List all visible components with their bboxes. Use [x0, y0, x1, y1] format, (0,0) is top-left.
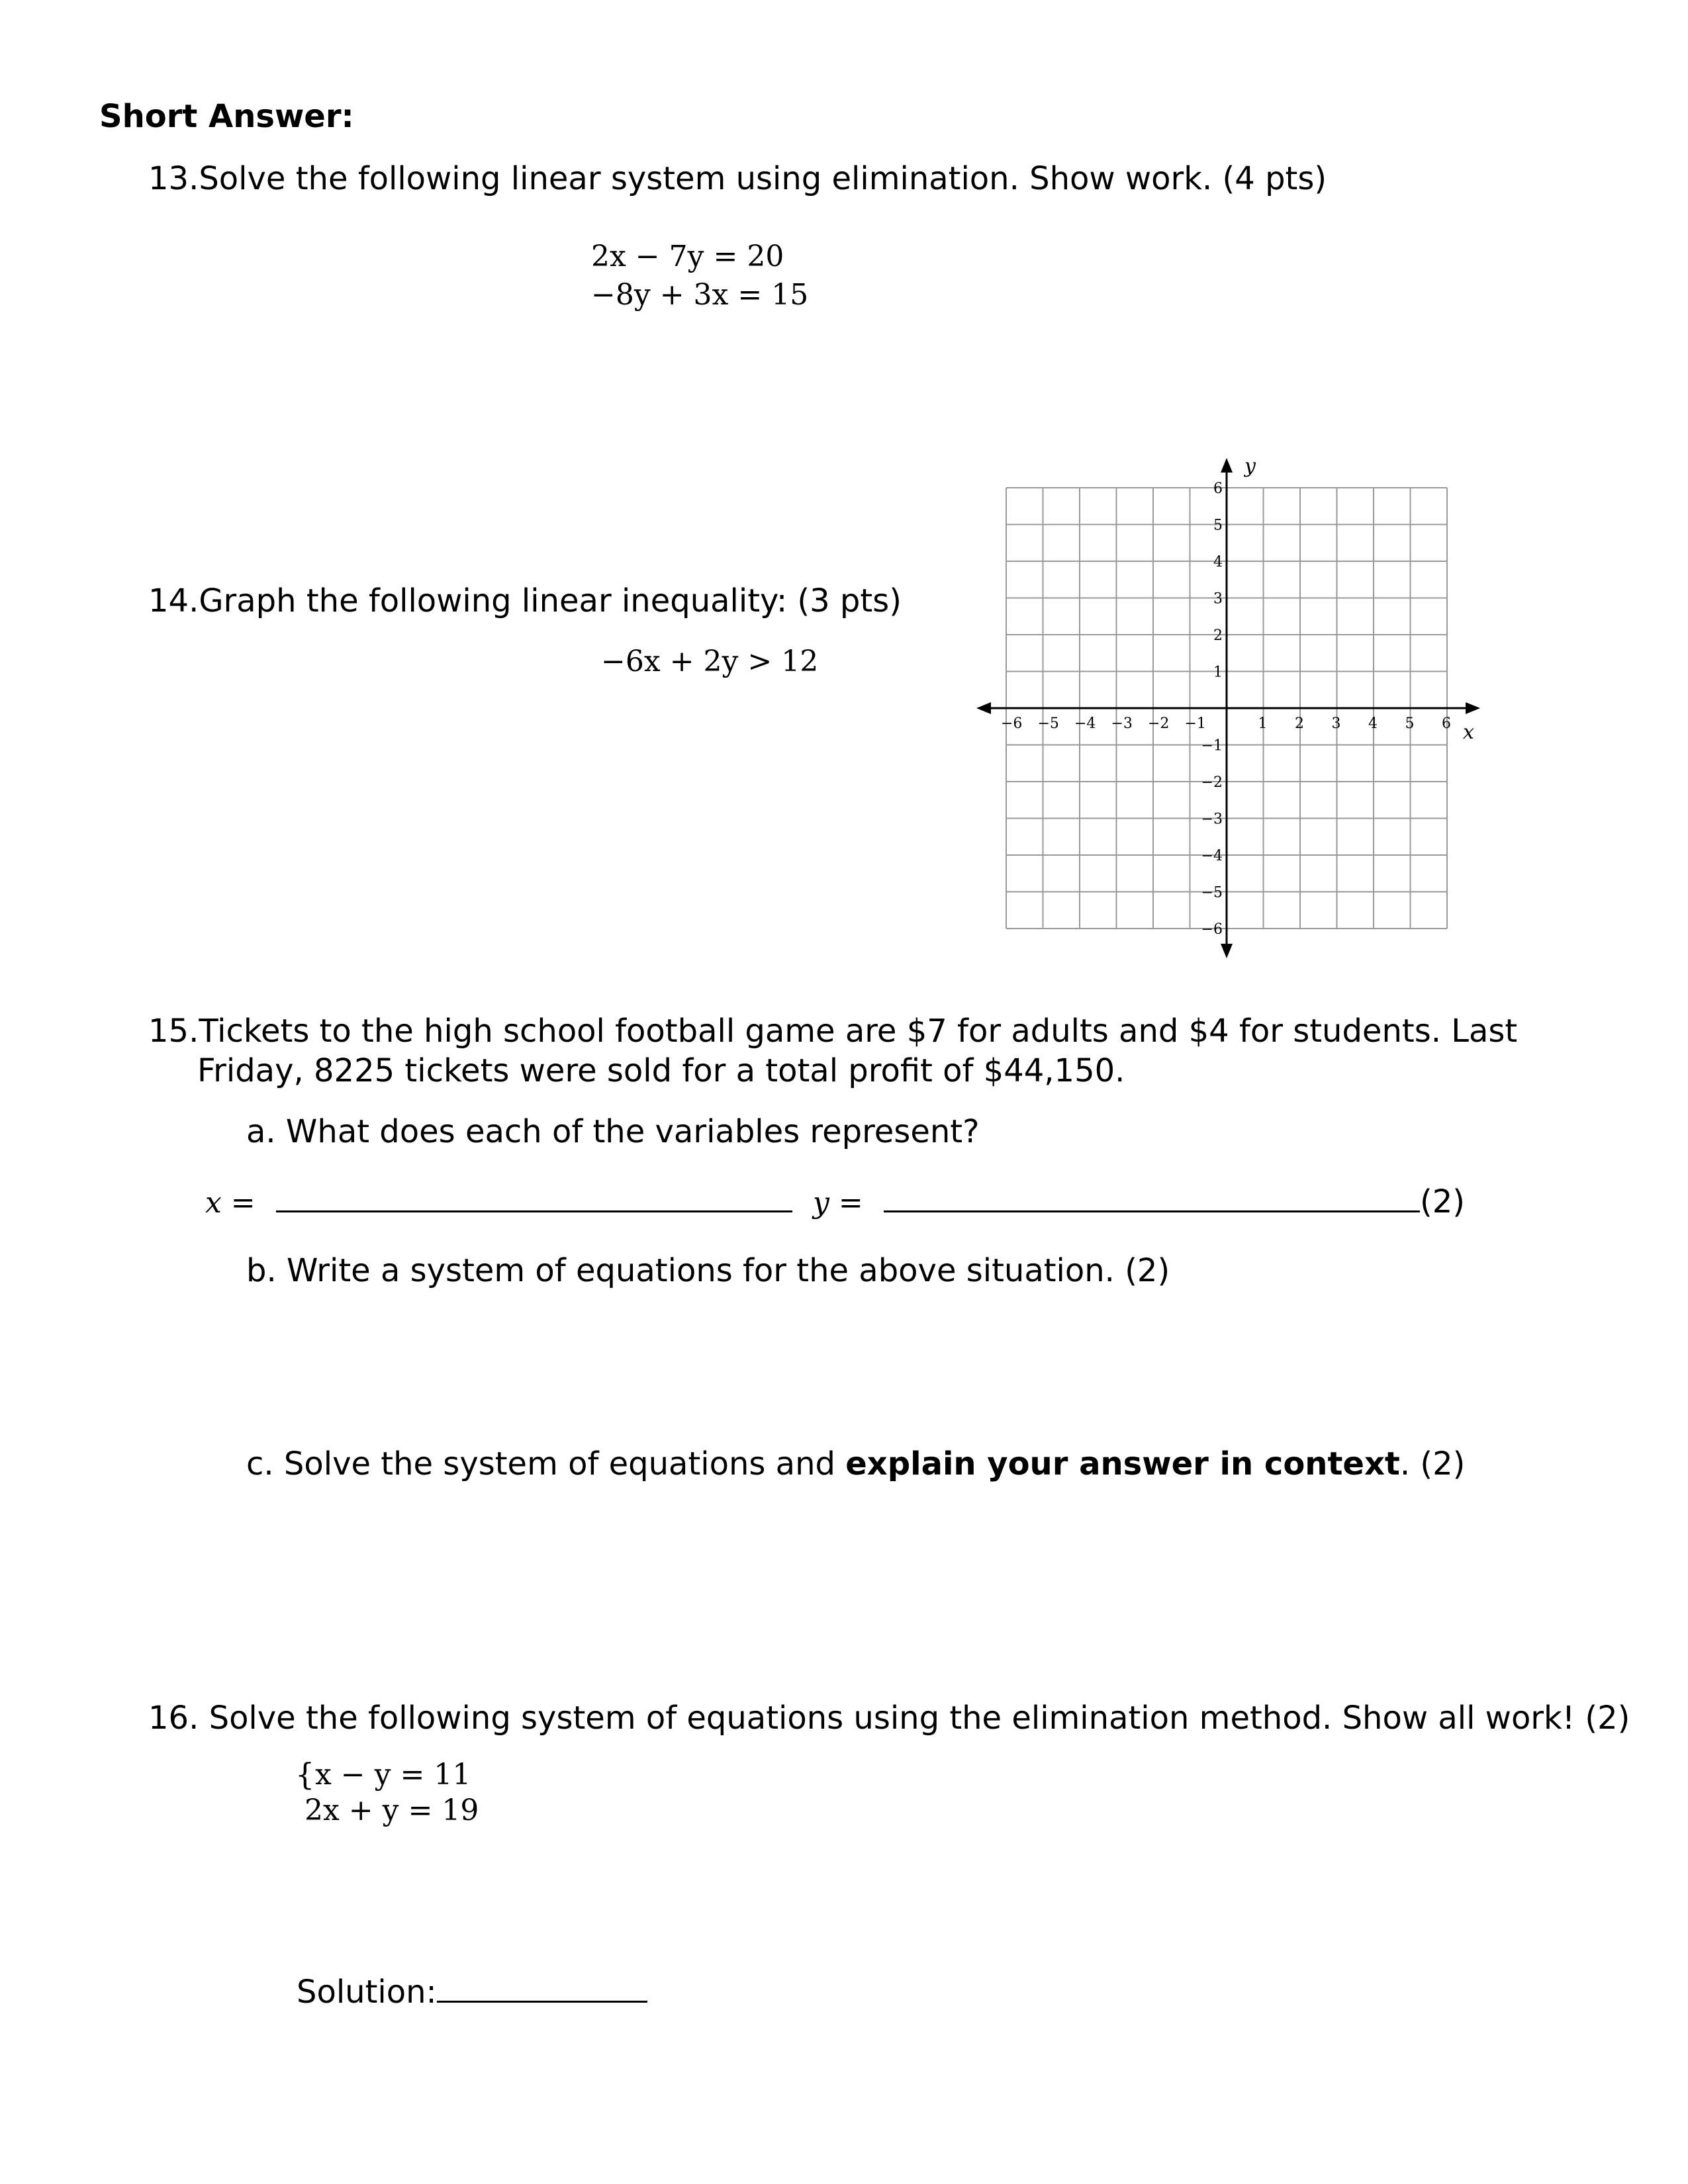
- q15-y-answer-row: [813, 1183, 1465, 1220]
- y-axis-arrow-down-icon: [1221, 944, 1233, 958]
- solution-blank[interactable]: [437, 2001, 647, 2003]
- x-tick-label: 4: [1368, 715, 1378, 732]
- q13-prompt: 13.Solve the following linear system using elimination. Show work. (4 pts): [148, 160, 1327, 197]
- y-answer-blank[interactable]: [884, 1210, 1420, 1212]
- q15-part-c-suffix: . (2): [1399, 1445, 1466, 1482]
- q16-solution-row: [297, 1974, 647, 2011]
- axes: [976, 458, 1480, 958]
- q14-prompt: 14.Graph the following linear inequality: (3 pts): [148, 582, 902, 619]
- q15-prompt-line-1: 15.Tickets to the high school football game are $7 for adults and $4 for students. Last: [148, 1013, 1518, 1050]
- x-tick-label: −2: [1148, 715, 1170, 732]
- q15-a-points: (2): [1419, 1183, 1465, 1220]
- x-axis-arrow-right-icon: [1466, 702, 1480, 714]
- x-tick-label: 2: [1295, 715, 1304, 732]
- q15-part-c: [246, 1445, 1465, 1482]
- q16-equation-1: x − y = 11: [315, 1758, 471, 1792]
- y-tick-label: 6: [1213, 480, 1223, 497]
- x-tick-label: 3: [1331, 715, 1341, 732]
- y-tick-label: 2: [1213, 627, 1223, 644]
- y-tick-label: 5: [1213, 517, 1223, 534]
- x-axis-arrow-left-icon: [976, 702, 991, 714]
- y-tick-label: −6: [1201, 921, 1223, 938]
- y-tick-label: −1: [1201, 737, 1223, 754]
- q15-part-b: b. Write a system of equations for the above situation. (2): [246, 1252, 1170, 1289]
- x-tick-label: −4: [1074, 715, 1096, 732]
- y-tick-label: −3: [1201, 811, 1223, 828]
- y-variable-label: y =: [813, 1186, 863, 1220]
- x-tick-label: −5: [1037, 715, 1059, 732]
- y-tick-label: −5: [1201, 884, 1223, 901]
- x-tick-label: 5: [1405, 715, 1415, 732]
- q15-part-c-prefix: c. Solve the system of equations and: [246, 1445, 846, 1482]
- y-axis-arrow-up-icon: [1221, 458, 1233, 473]
- q15-part-c-emphasis: explain your answer in context: [845, 1445, 1400, 1482]
- x-tick-label: 1: [1258, 715, 1268, 732]
- coordinate-grid[interactable]: [973, 451, 1489, 968]
- x-answer-blank[interactable]: [276, 1210, 792, 1212]
- x-axis-label: x: [1463, 721, 1474, 744]
- x-tick-label: −3: [1111, 715, 1133, 732]
- q14-inequality: −6x + 2y > 12: [601, 645, 819, 678]
- y-tick-label: 4: [1213, 554, 1223, 570]
- y-tick-label: −4: [1201, 848, 1223, 864]
- q13-equation-2: −8y + 3x = 15: [591, 278, 809, 312]
- section-heading: Short Answer:: [99, 98, 354, 135]
- y-axis-label: y: [1244, 455, 1256, 478]
- x-tick-label: 6: [1442, 715, 1451, 732]
- q16-prompt: 16. Solve the following system of equations using the elimination method. Show all work! (2): [148, 1700, 1630, 1737]
- y-tick-label: 1: [1213, 664, 1223, 681]
- q15-prompt-line-2: Friday, 8225 tickets were sold for a total profit of $44,150.: [197, 1052, 1125, 1089]
- y-tick-label: 3: [1213, 590, 1223, 608]
- q16-system-brace: {: [295, 1756, 315, 1792]
- x-variable-label: x =: [205, 1186, 256, 1220]
- x-tick-label: −6: [1001, 715, 1023, 732]
- solution-label: Solution:: [297, 1974, 437, 2011]
- q15-x-answer-row: [205, 1183, 792, 1220]
- q13-equation-1: 2x − 7y = 20: [591, 240, 784, 273]
- x-tick-label: −1: [1184, 715, 1206, 732]
- y-tick-label: −2: [1201, 774, 1223, 791]
- q15-part-a: a. What does each of the variables represent?: [246, 1113, 980, 1150]
- q16-equation-2: 2x + y = 19: [305, 1794, 479, 1827]
